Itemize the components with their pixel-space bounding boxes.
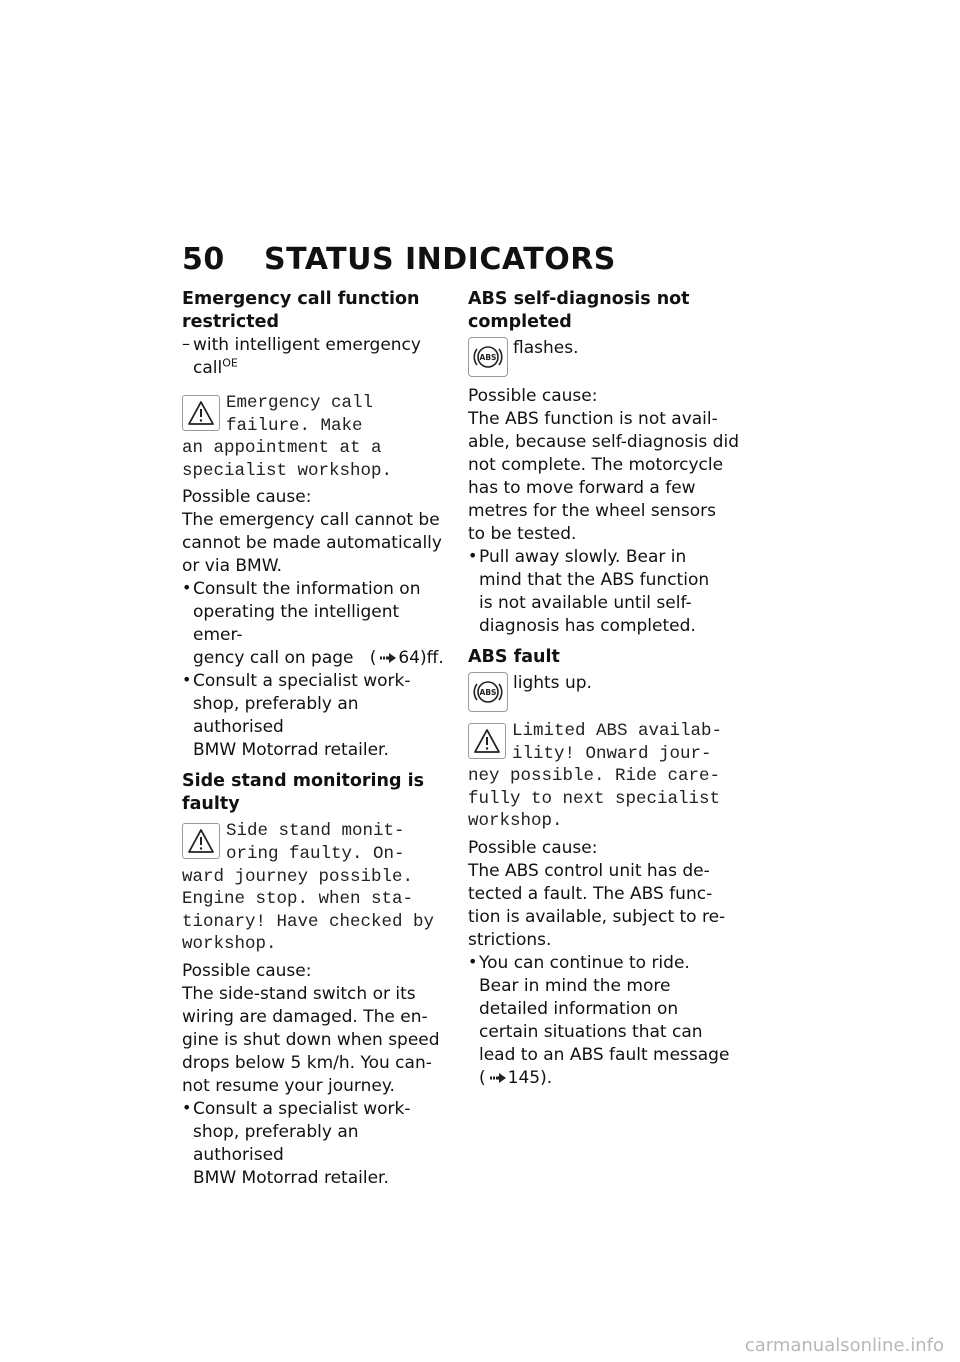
possible-cause-label: Possible cause: — [468, 386, 598, 406]
possible-cause-text: The ABS function is not avail- able, because self-diagnosis did not complete. The motorcycle has to move forward a few metres for the wheel sensors to be tested. — [468, 409, 739, 544]
warning-triangle-icon — [182, 823, 220, 859]
list-item: • Consult a specialist work- shop, preferably an authorised BMW Motorrad retailer. — [182, 670, 411, 761]
list-item: • Consult a specialist work- shop, preferably an authorised BMW Motorrad retailer. — [182, 1097, 411, 1188]
list-item: • Consult the information on operating the intelligent emer- gency call on page ( 64)ff. — [182, 578, 444, 669]
arrow-right-icon — [490, 1073, 506, 1083]
indicator-state: lights up. — [513, 673, 592, 693]
section-title: Side stand monitoring is faulty — [182, 771, 424, 815]
page-number: 50 — [182, 242, 225, 277]
section-title: Emergency call function restricted — [182, 289, 420, 332]
possible-cause-text: The side-stand switch or its wiring are damaged. The en- gine is shut down when speed drops below 5 km/h. You can- not resume your journey. — [182, 983, 440, 1096]
variant-note: – with intelligent emergency call$^{OE}$ — [182, 334, 421, 378]
list-item: • Pull away slowly. Bear in mind that the ABS function is not available until self- diagnosis has completed. — [468, 546, 710, 636]
watermark: carmanualsonline.info — [744, 1335, 944, 1356]
right-column — [468, 288, 740, 1090]
warning-triangle-icon — [182, 395, 220, 431]
section-abs-fault — [468, 646, 740, 1090]
possible-cause-text: The emergency call cannot be cannot be made automatically or via BMW. — [182, 510, 442, 577]
svg-text:ABS: ABS — [479, 353, 497, 362]
arrow-right-icon — [380, 653, 396, 663]
left-column — [182, 288, 454, 1190]
section-title: ABS self-diagnosis not completed — [468, 289, 690, 332]
display-message: Emergency call failure. Make an appointment at a specialist workshop. — [182, 393, 393, 481]
page-reference[interactable]: ( 145). — [479, 1067, 553, 1088]
page-title: STATUS INDICATORS — [264, 242, 616, 277]
display-message: Limited ABS availab- ility! Onward jour- ney possible. Ride care- fully to next specialist workshop. — [468, 721, 723, 832]
possible-cause-label: Possible cause: — [182, 487, 312, 508]
indicator-row — [468, 337, 740, 377]
display-message: Side stand monit- oring faulty. On- ward journey possible. Engine stop. when sta- tionary! Have checked by workshop. — [182, 821, 435, 955]
list-item: • You can continue to ride. Bear in mind the more detailed information on certain situations that can lead to an ABS fault message ( 145). — [468, 951, 730, 1088]
section-side-stand — [182, 770, 454, 1190]
indicator-state: flashes. — [513, 338, 579, 358]
indicator-row — [468, 672, 740, 712]
section-emergency-call — [182, 288, 454, 762]
page-reference[interactable]: ( 64)ff. — [369, 648, 444, 669]
oe-superscript: OE — [222, 356, 238, 370]
warning-triangle-icon — [468, 723, 506, 759]
section-abs-self-diagnosis — [468, 288, 740, 638]
page-heading — [182, 238, 616, 282]
possible-cause-label: Possible cause: — [468, 837, 598, 858]
abs-indicator-icon — [468, 337, 508, 377]
svg-text:ABS: ABS — [479, 688, 497, 697]
section-title: ABS fault — [468, 647, 560, 667]
abs-indicator-icon — [468, 672, 508, 712]
possible-cause-label: Possible cause: — [182, 960, 312, 981]
possible-cause-text: The ABS control unit has de- tected a fault. The ABS func- tion is available, subject to re- strictions. — [468, 860, 726, 950]
